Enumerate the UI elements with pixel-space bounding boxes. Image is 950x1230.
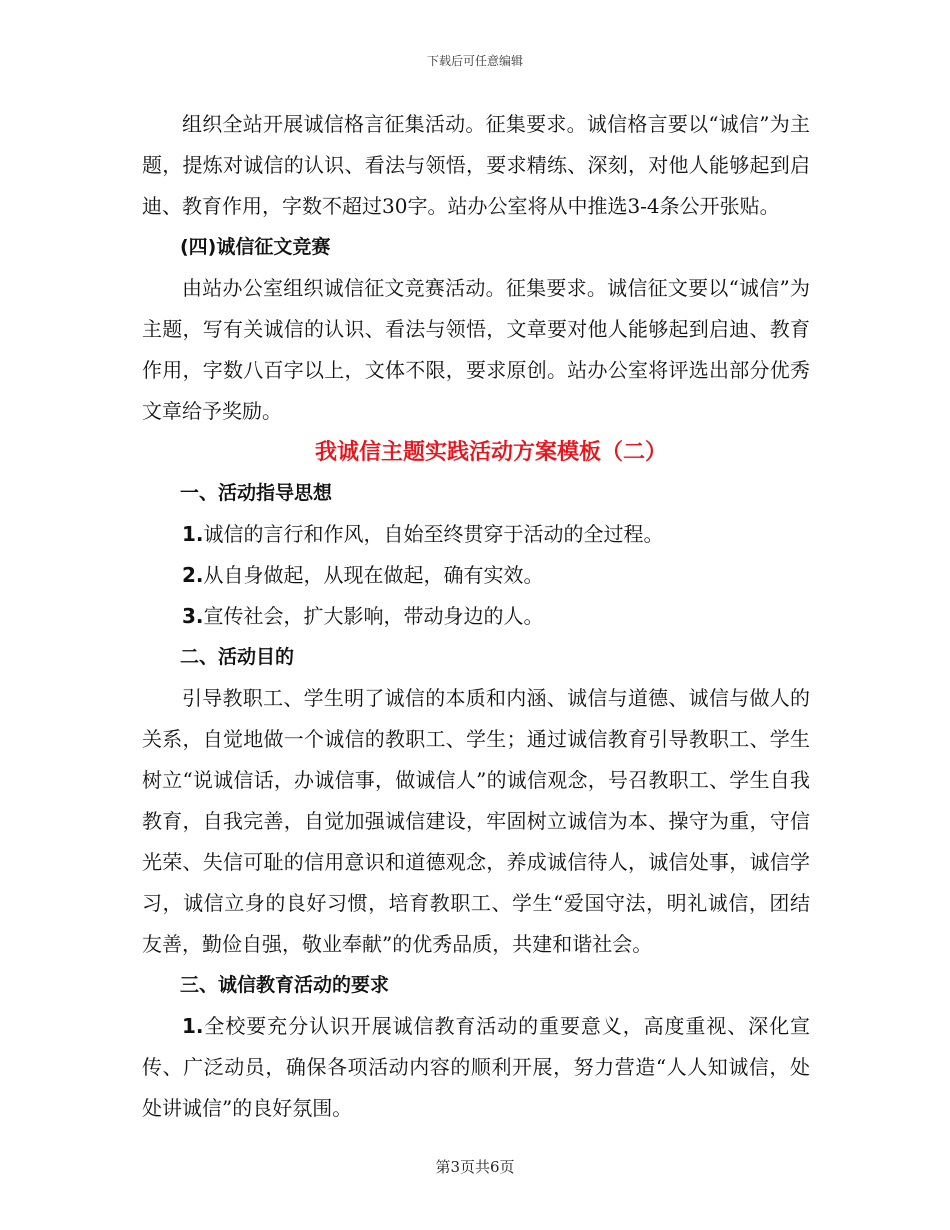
heading-essay-contest: (四)诚信征文竞赛 xyxy=(180,236,331,258)
list-item-number: 1. xyxy=(182,522,204,546)
list-item xyxy=(142,514,810,555)
heading-education-requirements: 三、诚信教育活动的要求 xyxy=(180,974,390,996)
paragraph-requirement-1 xyxy=(142,1006,810,1129)
paragraph-motto-collection: 组织全站开展诚信格言征集活动。征集要求。诚信格言要以“诚信”为主题，提炼对诚信的认识、看法与领悟，要求精练、深刻，对他人能够起到启迪、教育作用，字数不超过30字。站办公室将从中推选3-4条公开张贴。 xyxy=(142,112,810,218)
list-item-text: 宣传社会，扩大影响，带动身边的人。 xyxy=(203,604,544,628)
paragraph-activity-purpose: 引导教职工、学生明了诚信的本质和内涵、诚信与道德、诚信与做人的关系，自觉地做一个诚信的教职工、学生；通过诚信教育引导教职工、学生树立“说诚信话，办诚信事，做诚信人”的诚信观念，号召教职工、学生自我教育，自我完善，自觉加强诚信建设，牢固树立诚信为本、操守为重，守信光荣、失信可耻的信用意识和道德观念，养成诚信待人，诚信处事，诚信学习，诚信立身的良好习惯，培育教职工、学生“爱国守法，明礼诚信，团结友善，勤俭自强，敬业奉献”的优秀品质，共建和谐社会。 xyxy=(142,686,810,956)
document-title: 我诚信主题实践活动方案模板（二） xyxy=(314,440,667,465)
list-item-text: 全校要充分认识开展诚信教育活动的重要意义，高度重视、深化宣传、广泛动员，确保各项活动内容的顺利开展，努力营造“人人知诚信，处处讲诚信”的良好氛围。 xyxy=(142,1014,810,1120)
list-item-number: 2. xyxy=(182,563,204,587)
document-body xyxy=(142,104,810,1129)
header-note: 下载后可任意编辑 xyxy=(426,54,523,68)
list-item-number: 1. xyxy=(182,1014,204,1038)
heading-activity-purpose: 二、活动目的 xyxy=(180,646,295,668)
list-item-text: 诚信的言行和作风，自始至终贯穿于活动的全过程。 xyxy=(203,522,664,546)
list-item xyxy=(142,596,810,637)
list-item-text: 从自身做起，从现在做起，确有实效。 xyxy=(203,563,544,587)
list-item-number: 3. xyxy=(182,604,204,628)
heading-guiding-ideology: 一、活动指导思想 xyxy=(180,482,333,504)
page-number: 第3页共6页 xyxy=(435,1158,515,1176)
list-item xyxy=(142,555,810,596)
paragraph-essay-contest: 由站办公室组织诚信征文竞赛活动。征集要求。诚信征文要以“诚信”为主题，写有关诚信的认识、看法与领悟，文章要对他人能够起到启迪、教育作用，字数八百字以上，文体不限，要求原创。站办公室将评选出部分优秀文章给予奖励。 xyxy=(142,276,810,423)
